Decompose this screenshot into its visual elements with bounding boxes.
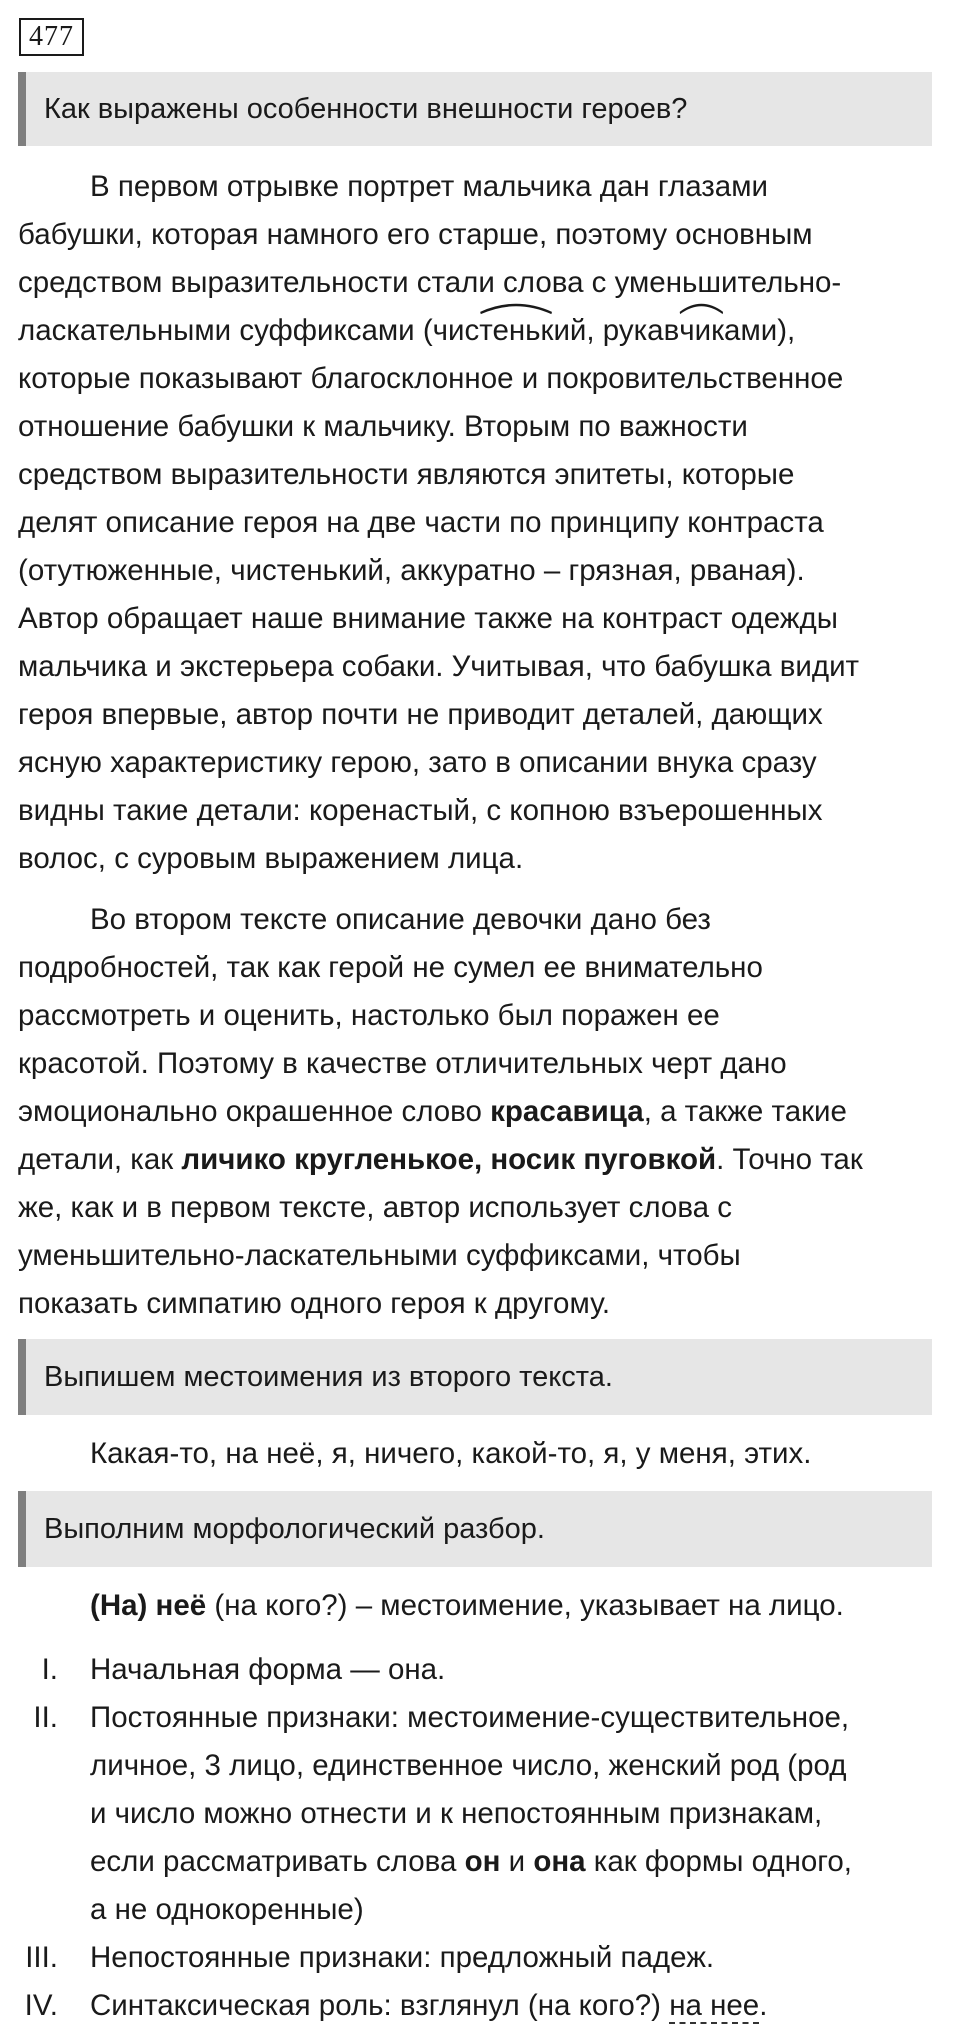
text-line: рассмотреть и оценить, настолько был поражен ее xyxy=(18,999,720,1032)
question-text: Выпишем местоимения из второго текста. xyxy=(44,1360,613,1393)
bold-word: она xyxy=(533,1845,586,1878)
answer-morphology-intro xyxy=(18,1582,948,1630)
suffix-mark: теньк xyxy=(479,307,553,355)
list-number: I. xyxy=(41,1653,58,1686)
list-text: Непостоянные признаки: предложный падеж. xyxy=(90,1941,715,1974)
text-line: (На) неё (на кого?) – местоимение, указывает на лицо. xyxy=(90,1589,844,1622)
text-line: (отутюженные, чистенький, аккуратно – грязная, рваная). xyxy=(18,554,805,587)
list-item-continuation xyxy=(18,1838,948,1886)
list-item xyxy=(18,1934,948,1982)
text-line: Какая-то, на неё, я, ничего, какой-то, я, у меня, этих. xyxy=(90,1437,812,1470)
text-line: подробностей, так как герой не сумел ее внимательно xyxy=(18,951,763,984)
text-line: средством выразительности стали слова с уменьшительно- xyxy=(18,266,842,299)
list-item-continuation xyxy=(18,1790,948,1838)
text-line: уменьшительно-ласкательными суффиксами, чтобы xyxy=(18,1239,741,1272)
text-line: показать симпатию одного героя к другому. xyxy=(18,1287,611,1320)
text-line: средством выразительности являются эпитеты, которые xyxy=(18,458,795,491)
text-line: В первом отрывке портрет мальчика дан глазами xyxy=(90,170,768,203)
text-line: волос, с суровым выражением лица. xyxy=(18,842,524,875)
list-number: IV. xyxy=(24,1989,58,2022)
list-text: личное, 3 лицо, единственное число, женский род (род xyxy=(90,1749,847,1782)
text-line: детали, как личико кругленькое, носик пуговкой. Точно так xyxy=(18,1143,863,1176)
list-text: и число можно отнести и к непостоянным признакам, xyxy=(90,1797,823,1830)
text-line: которые показывают благосклонное и покровительственное xyxy=(18,362,844,395)
text-line: делят описание героя на две части по принципу контраста xyxy=(18,506,824,539)
bold-word: (На) неё xyxy=(90,1589,207,1622)
list-text: Постоянные признаки: местоимение-существительное, xyxy=(90,1701,850,1734)
question-bar-morphology xyxy=(18,1491,932,1567)
morphology-list xyxy=(18,1646,948,2030)
question-bar-appearance xyxy=(18,72,932,146)
text-line: мальчика и экстерьера собаки. Учитывая, что бабушка видит xyxy=(18,650,860,683)
list-item xyxy=(18,1982,948,2030)
answer-pronouns xyxy=(18,1430,948,1478)
text-line: красотой. Поэтому в качестве отличительных черт дано xyxy=(18,1047,787,1080)
bold-word: он xyxy=(464,1845,501,1878)
text-line: Автор обращает наше внимание также на контраст одежды xyxy=(18,602,838,635)
question-text: Как выражены особенности внешности героев? xyxy=(44,92,688,125)
dashed-underline-word: на нее xyxy=(669,1989,760,2022)
list-number: II. xyxy=(33,1701,58,1734)
list-text: а не однокоренные) xyxy=(90,1893,364,1926)
task-number: 477 xyxy=(19,18,84,56)
list-item-continuation xyxy=(18,1886,948,1934)
text-line: ясную характеристику герою, зато в описании внука сразу xyxy=(18,746,817,779)
suffix-mark: чик xyxy=(679,307,724,355)
question-bar-pronouns xyxy=(18,1339,932,1415)
text-line: бабушки, которая намного его старше, поэтому основным xyxy=(18,218,813,251)
list-number: III. xyxy=(25,1941,58,1974)
list-text: если рассматривать слова он и она как формы одного, xyxy=(90,1845,853,1878)
bold-phrase: личико кругленькое, носик пуговкой xyxy=(181,1143,717,1176)
answer-paragraph-first-text xyxy=(18,163,948,883)
list-text: Начальная форма — она. xyxy=(90,1653,446,1686)
list-item-continuation xyxy=(18,1742,948,1790)
list-item xyxy=(18,1694,948,1742)
bold-word: красавица xyxy=(490,1095,644,1128)
text-line: героя впервые, автор почти не приводит деталей, дающих xyxy=(18,698,823,731)
text-line: отношение бабушки к мальчику. Вторым по важности xyxy=(18,410,748,443)
answer-paragraph-second-text xyxy=(18,896,948,1328)
text-line-with-suffix-marks: ласкательными суффиксами (чис тенький, рукав чиками), xyxy=(18,307,948,355)
question-text: Выполним морфологический разбор. xyxy=(44,1512,545,1545)
text-line: видны такие детали: коренастый, с копною взъерошенных xyxy=(18,794,823,827)
list-text: Синтаксическая роль: взглянул (на кого?) на нее. xyxy=(90,1989,768,2022)
list-item xyxy=(18,1646,948,1694)
text-line: Во втором тексте описание девочки дано без xyxy=(90,903,711,936)
text-line: эмоционально окрашенное слово красавица, а также такие xyxy=(18,1095,847,1128)
text-line: же, как и в первом тексте, автор использует слова с xyxy=(18,1191,733,1224)
